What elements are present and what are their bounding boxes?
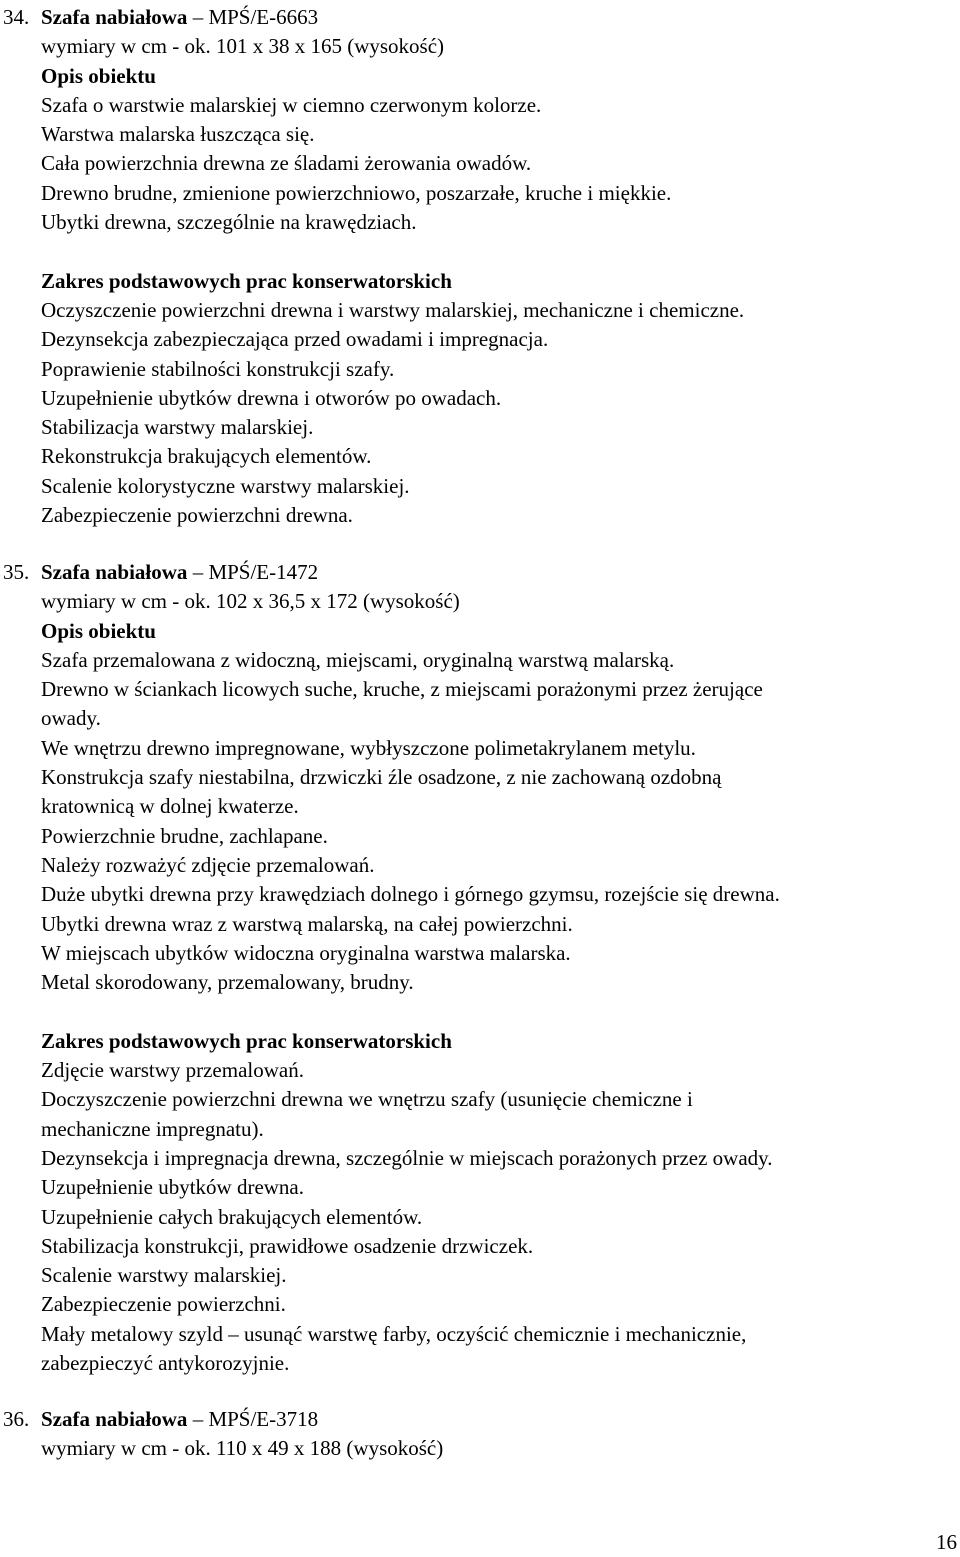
description-line: W miejscach ubytków widoczna oryginalna warstwa malarska. <box>41 940 571 965</box>
inventory-number: MPŚ/E-6663 <box>208 5 319 29</box>
inventory-number: MPŚ/E-3718 <box>208 1407 319 1431</box>
entry-35 <box>0 558 960 1378</box>
description-line: Należy rozważyć zdjęcie przemalowań. <box>41 852 375 877</box>
description-line: kratownicą w dolnej kwaterze. <box>41 794 299 819</box>
works-line: Dezynsekcja i impregnacja drewna, szczególnie w miejscach porażonych przez owady. <box>41 1145 773 1170</box>
entry-heading: 34. Szafa nabiałowa – MPŚ/E-6663 <box>0 3 960 32</box>
description-line: owady. <box>41 706 101 731</box>
works-line: mechaniczne impregnatu). <box>41 1116 264 1141</box>
description-line: Cała powierzchnia drewna ze śladami żerowania owadów. <box>41 151 532 176</box>
description-line: Drewno w ściankach licowych suche, kruche, z miejscami porażonymi przez żerujące <box>41 677 763 702</box>
entry-number: 36. <box>3 1407 30 1431</box>
works-line: Stabilizacja warstwy malarskiej. <box>41 415 314 440</box>
page-number: 16 <box>936 1530 957 1554</box>
works-line: Scalenie warstwy malarskiej. <box>41 1263 287 1288</box>
works-line: Scalenie kolorystyczne warstwy malarskiej. <box>41 473 410 498</box>
description-heading: Opis obiektu <box>41 618 156 643</box>
works-line: Rekonstrukcja brakujących elementów. <box>41 444 372 469</box>
works-heading: Zakres podstawowych prac konserwatorskich <box>41 1028 452 1053</box>
works-line: Zabezpieczenie powierzchni drewna. <box>41 503 353 528</box>
entry-heading: 36. Szafa nabiałowa – MPŚ/E-3718 <box>0 1405 960 1434</box>
works-line: Stabilizacja konstrukcji, prawidłowe osadzenie drzwiczek. <box>41 1233 534 1258</box>
works-line: Oczyszczenie powierzchni drewna i warstwy malarskiej, mechaniczne i chemiczne. <box>41 297 745 322</box>
works-line: Uzupełnienie ubytków drewna i otworów po owadach. <box>41 385 502 410</box>
description-line: Duże ubytki drewna przy krawędziach dolnego i górnego gzymsu, rozejście się drewna. <box>41 882 780 907</box>
entry-title: Szafa nabiałowa <box>41 5 188 29</box>
description-line: Ubytki drewna wraz z warstwą malarską, na całej powierzchni. <box>41 911 573 936</box>
description-line: Powierzchnie brudne, zachlapane. <box>41 823 328 848</box>
inventory-number: MPŚ/E-1472 <box>208 560 319 584</box>
dimensions: wymiary w cm - ok. 102 x 36,5 x 172 (wysokość) <box>41 589 460 614</box>
entry-heading: 35. Szafa nabiałowa – MPŚ/E-1472 <box>0 558 960 587</box>
description-line: Metal skorodowany, przemalowany, brudny. <box>41 970 414 995</box>
description-line: We wnętrzu drewno impregnowane, wybłyszczone polimetakrylanem metylu. <box>41 735 696 760</box>
entry-title: Szafa nabiałowa <box>41 1407 188 1431</box>
description-line: Szafa o warstwie malarskiej w ciemno czerwonym kolorze. <box>41 92 542 117</box>
entry-title: Szafa nabiałowa <box>41 560 188 584</box>
spacer <box>0 237 960 266</box>
description-line: Ubytki drewna, szczególnie na krawędziach. <box>41 210 417 235</box>
description-line: Warstwa malarska łuszcząca się. <box>41 122 315 147</box>
entry-36 <box>0 1405 960 1464</box>
works-line: Mały metalowy szyld – usunąć warstwę farby, oczyścić chemicznie i mechanicznie, <box>41 1321 747 1346</box>
works-line: Poprawienie stabilności konstrukcji szafy. <box>41 356 395 381</box>
dimensions: wymiary w cm - ok. 110 x 49 x 188 (wysokość) <box>41 1436 444 1461</box>
works-line: Uzupełnienie całych brakujących elementów. <box>41 1204 423 1229</box>
works-line: zabezpieczyć antykorozyjnie. <box>41 1351 290 1376</box>
spacer <box>0 997 960 1026</box>
works-line: Zdjęcie warstwy przemalowań. <box>41 1058 304 1083</box>
description-line: Szafa przemalowana z widoczną, miejscami, oryginalną warstwą malarską. <box>41 647 675 672</box>
works-heading: Zakres podstawowych prac konserwatorskich <box>41 268 452 293</box>
entry-number: 34. <box>3 5 30 29</box>
dimensions: wymiary w cm - ok. 101 x 38 x 165 (wysokość) <box>41 34 445 59</box>
description-line: Drewno brudne, zmienione powierzchniowo, poszarzałe, kruche i miękkie. <box>41 180 672 205</box>
works-line: Zabezpieczenie powierzchni. <box>41 1292 286 1317</box>
description-line: Konstrukcja szafy niestabilna, drzwiczki źle osadzone, z nie zachowaną ozdobną <box>41 765 722 790</box>
works-line: Uzupełnienie ubytków drewna. <box>41 1175 305 1200</box>
works-line: Doczyszczenie powierzchni drewna we wnętrzu szafy (usunięcie chemiczne i <box>41 1087 693 1112</box>
works-line: Dezynsekcja zabezpieczająca przed owadami i impregnacja. <box>41 327 549 352</box>
entry-number: 35. <box>3 560 30 584</box>
entry-34 <box>0 3 960 530</box>
description-heading: Opis obiektu <box>41 63 156 88</box>
